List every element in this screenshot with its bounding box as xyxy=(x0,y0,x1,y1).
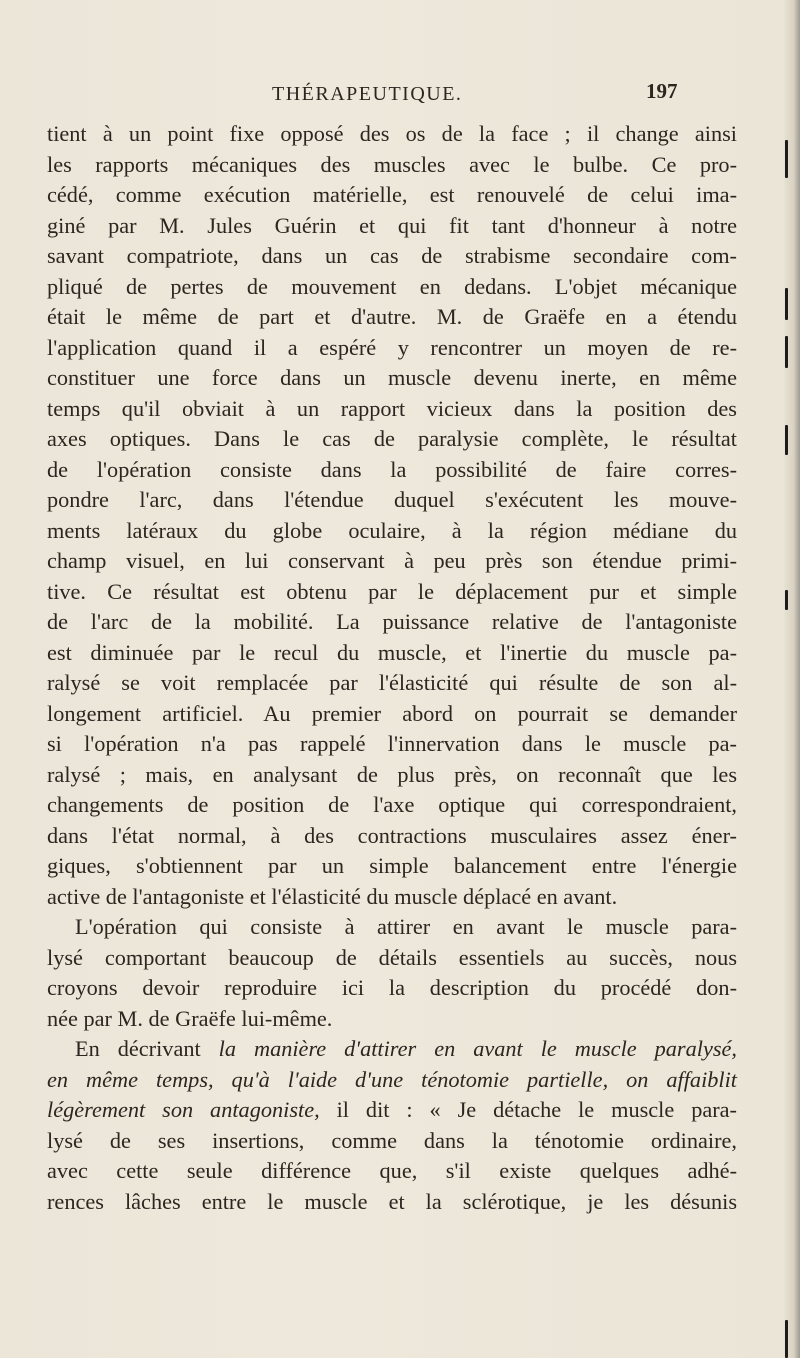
text-line: cédé, comme exécution matérielle, est renouvelé de celui ima- xyxy=(47,182,737,207)
text-line: savant compatriote, dans un cas de strabisme secondaire com- xyxy=(47,243,737,268)
text-line: pliqué de pertes de mouvement en dedans. L'objet mécanique xyxy=(47,273,737,299)
text-line: de l'arc de la mobilité. La puissance relative de l'antagoniste xyxy=(47,609,737,634)
text-line: tive. Ce résultat est obtenu par le déplacement pur et simple xyxy=(47,578,737,604)
text-line: ralysé ; mais, en analysant de plus près, on reconnaît que les xyxy=(47,761,737,787)
text-line: champ visuel, en lui conservant à peu près son étendue primi- xyxy=(47,548,737,573)
text-line: de l'opération consiste dans la possibilité de faire corres- xyxy=(47,456,737,482)
paragraph-1 xyxy=(47,119,737,912)
text-line: tient à un point fixe opposé des os de la face ; il change ainsi xyxy=(47,121,737,146)
text-line: les rapports mécaniques des muscles avec le bulbe. Ce pro- xyxy=(47,151,737,177)
page-number: 197 xyxy=(646,79,678,103)
edge-mark xyxy=(785,1320,788,1358)
text-line: temps qu'il obviait à un rapport vicieux dans la position des xyxy=(47,395,737,421)
text-span: il dit : « Je détache le muscle para- xyxy=(319,1097,737,1122)
text-line: axes optiques. Dans le cas de paralysie complète, le résultat xyxy=(47,426,737,451)
text-line: changements de position de l'axe optique qui correspondraient, xyxy=(47,792,737,817)
text-line: longement artificiel. Au premier abord on pourrait se demander xyxy=(47,700,737,726)
text-line: croyons devoir reproduire ici la description du procédé don- xyxy=(47,975,737,1000)
running-title: THÉRAPEUTIQUE. xyxy=(272,83,463,105)
page-header xyxy=(0,79,800,111)
text-line: lysé comportant beaucoup de détails essentiels au succès, nous xyxy=(47,944,737,970)
paragraph-2 xyxy=(47,912,737,1034)
edge-mark xyxy=(785,425,788,455)
text-line xyxy=(47,1065,737,1096)
edge-mark xyxy=(785,590,788,610)
text-line: L'opération qui consiste à attirer en avant le muscle para- xyxy=(75,914,737,939)
paragraph-3 xyxy=(47,1034,737,1217)
text-line: l'application quand il a espéré y rencontrer un moyen de re- xyxy=(47,334,737,360)
text-line: lysé de ses insertions, comme dans la ténotomie ordinaire, xyxy=(47,1127,737,1153)
edge-mark xyxy=(785,288,788,320)
text-line: giné par M. Jules Guérin et qui fit tant d'honneur à notre xyxy=(47,212,737,238)
page-edge xyxy=(784,0,800,1358)
text-line: giques, s'obtiennent par un simple balancement entre l'énergie xyxy=(47,853,737,878)
body-text xyxy=(47,119,737,1217)
edge-mark xyxy=(785,140,788,178)
text-line: pondre l'arc, dans l'étendue duquel s'exécutent les mouve- xyxy=(47,487,737,512)
text-line: née par M. de Graëfe lui-même. xyxy=(47,1005,333,1031)
text-line: était le même de part et d'autre. M. de Graëfe en a étendu xyxy=(47,304,737,329)
italic-span: la manière d'attirer en avant le muscle paralysé, xyxy=(218,1036,737,1061)
text-line: dans l'état normal, à des contractions musculaires assez éner- xyxy=(47,822,737,848)
text-span: En décrivant xyxy=(75,1036,219,1061)
text-line: est diminuée par le recul du muscle, et l'inertie du muscle pa- xyxy=(47,639,737,665)
text-line xyxy=(47,1034,737,1065)
text-line: constituer une force dans un muscle devenu inerte, en même xyxy=(47,365,737,390)
italic-span: légèrement son antagoniste, xyxy=(47,1097,320,1122)
text-line xyxy=(47,1095,737,1126)
text-line: ments latéraux du globe oculaire, à la région médiane du xyxy=(47,517,737,543)
paragraph-3-rest xyxy=(47,1126,737,1218)
italic-span: en même temps, qu'à l'aide d'une ténotomie partielle, on affaiblit xyxy=(47,1066,737,1092)
text-line: si l'opération n'a pas rappelé l'innervation dans le muscle pa- xyxy=(47,731,737,756)
text-line: ralysé se voit remplacée par l'élasticité qui résulte de son al- xyxy=(47,670,737,695)
text-line: active de l'antagoniste et l'élasticité du muscle déplacé en avant. xyxy=(47,883,618,909)
text-line: rences lâches entre le muscle et la sclérotique, je les désunis xyxy=(47,1188,737,1214)
edge-mark xyxy=(785,336,788,368)
text-line: avec cette seule différence que, s'il existe quelques adhé- xyxy=(47,1158,737,1183)
